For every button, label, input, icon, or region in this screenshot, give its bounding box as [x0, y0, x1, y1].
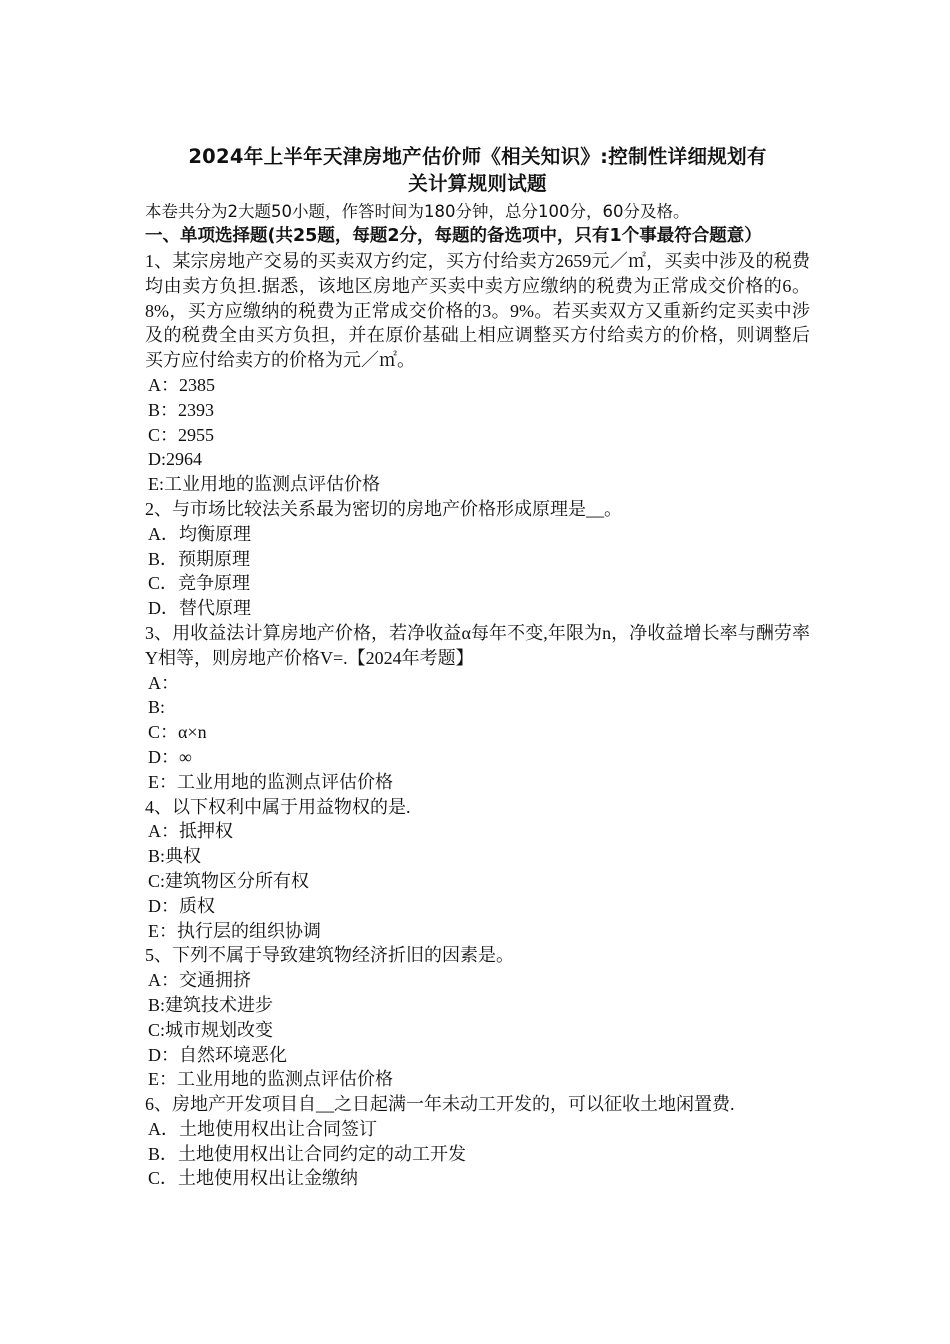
- option-b: B:典权: [148, 846, 202, 867]
- option-a: A．均衡原理: [148, 523, 251, 544]
- option-c: C:建筑物区分所有权: [148, 870, 310, 891]
- question-block: [145, 795, 810, 944]
- option-e: E:工业用地的监测点评估价格: [148, 474, 380, 495]
- question-text: 2、与市场比较法关系最为密切的房地产价格形成原理是__。: [145, 498, 622, 519]
- option-b: B:: [148, 697, 166, 718]
- option-d: D：质权: [148, 895, 215, 916]
- option-d: D:2964: [148, 449, 202, 470]
- option-c: C：2955: [148, 424, 215, 445]
- option-a: A．土地使用权出让合同签订: [148, 1118, 377, 1139]
- option-c: C:城市规划改变: [148, 1019, 274, 1040]
- option-d: D．替代原理: [148, 598, 251, 619]
- option-b: B:建筑技术进步: [148, 994, 274, 1015]
- option-d: D：∞: [148, 746, 192, 767]
- question-text: 4、以下权利中属于用益物权的是.: [145, 796, 411, 817]
- option-c: C：α×n: [148, 722, 207, 743]
- option-b: B．土地使用权出让合同约定的动工开发: [148, 1143, 467, 1164]
- option-e: E：工业用地的监测点评估价格: [148, 771, 393, 792]
- question-text: 5、下列不属于导致建筑物经济折旧的因素是。: [145, 945, 514, 966]
- option-e: E：执行层的组织协调: [148, 920, 321, 941]
- option-c: C．土地使用权出让金缴纳: [148, 1168, 359, 1189]
- question-text: 1、某宗房地产交易的买卖双方约定，买方付给卖方2659元／㎡，买卖中涉及的税费均由卖方负担.据悉，该地区房地产买卖中卖方应缴纳的税费为正常成交价格的6。8%，买方应缴纳的税费为正常成交价格的3。9%。若买卖双方又重新约定买卖中涉及的税费全由买方负担，并在原价基础上相应调整买方付给卖方的价格，则调整后买方应付给卖方的价格为元／㎡。: [145, 251, 810, 371]
- option-c: C．竞争原理: [148, 573, 251, 594]
- question-text: 6、房地产开发项目自__之日起满一年未动工开发的，可以征收土地闲置费.: [145, 1094, 735, 1115]
- question-block: [145, 1092, 810, 1191]
- option-a: A：: [148, 672, 179, 693]
- option-b: B：2393: [148, 399, 215, 420]
- question-text: 3、用收益法计算房地产价格，若净收益α每年不变,年限为n，净收益增长率与酬劳率Y相等，则房地产价格V=.【2024年考题】: [145, 622, 810, 668]
- title-line-2: 关计算规则试题: [408, 172, 547, 195]
- option-a: A：交通拥挤: [148, 970, 251, 991]
- option-a: A：2385: [148, 374, 215, 395]
- question-block: [145, 497, 810, 621]
- option-a: A：抵押权: [148, 821, 233, 842]
- question-block: [145, 621, 810, 795]
- document-title: [145, 143, 810, 197]
- section-heading: 一、单项选择题(共25题，每题2分，每题的备选项中，只有1个事最符合题意）: [145, 226, 762, 246]
- option-d: D：自然环境恶化: [148, 1044, 287, 1065]
- option-b: B．预期原理: [148, 548, 251, 569]
- document-body: [145, 143, 810, 1191]
- title-line-1: 2024年上半年天津房地产估价师《相关知识》:控制性详细规划有: [188, 145, 767, 168]
- question-block: [145, 943, 810, 1092]
- question-block: [145, 249, 810, 497]
- exam-intro: 本卷共分为2大题50小题，作答时间为180分钟，总分100分，60分及格。: [145, 202, 690, 221]
- option-e: E：工业用地的监测点评估价格: [148, 1069, 393, 1090]
